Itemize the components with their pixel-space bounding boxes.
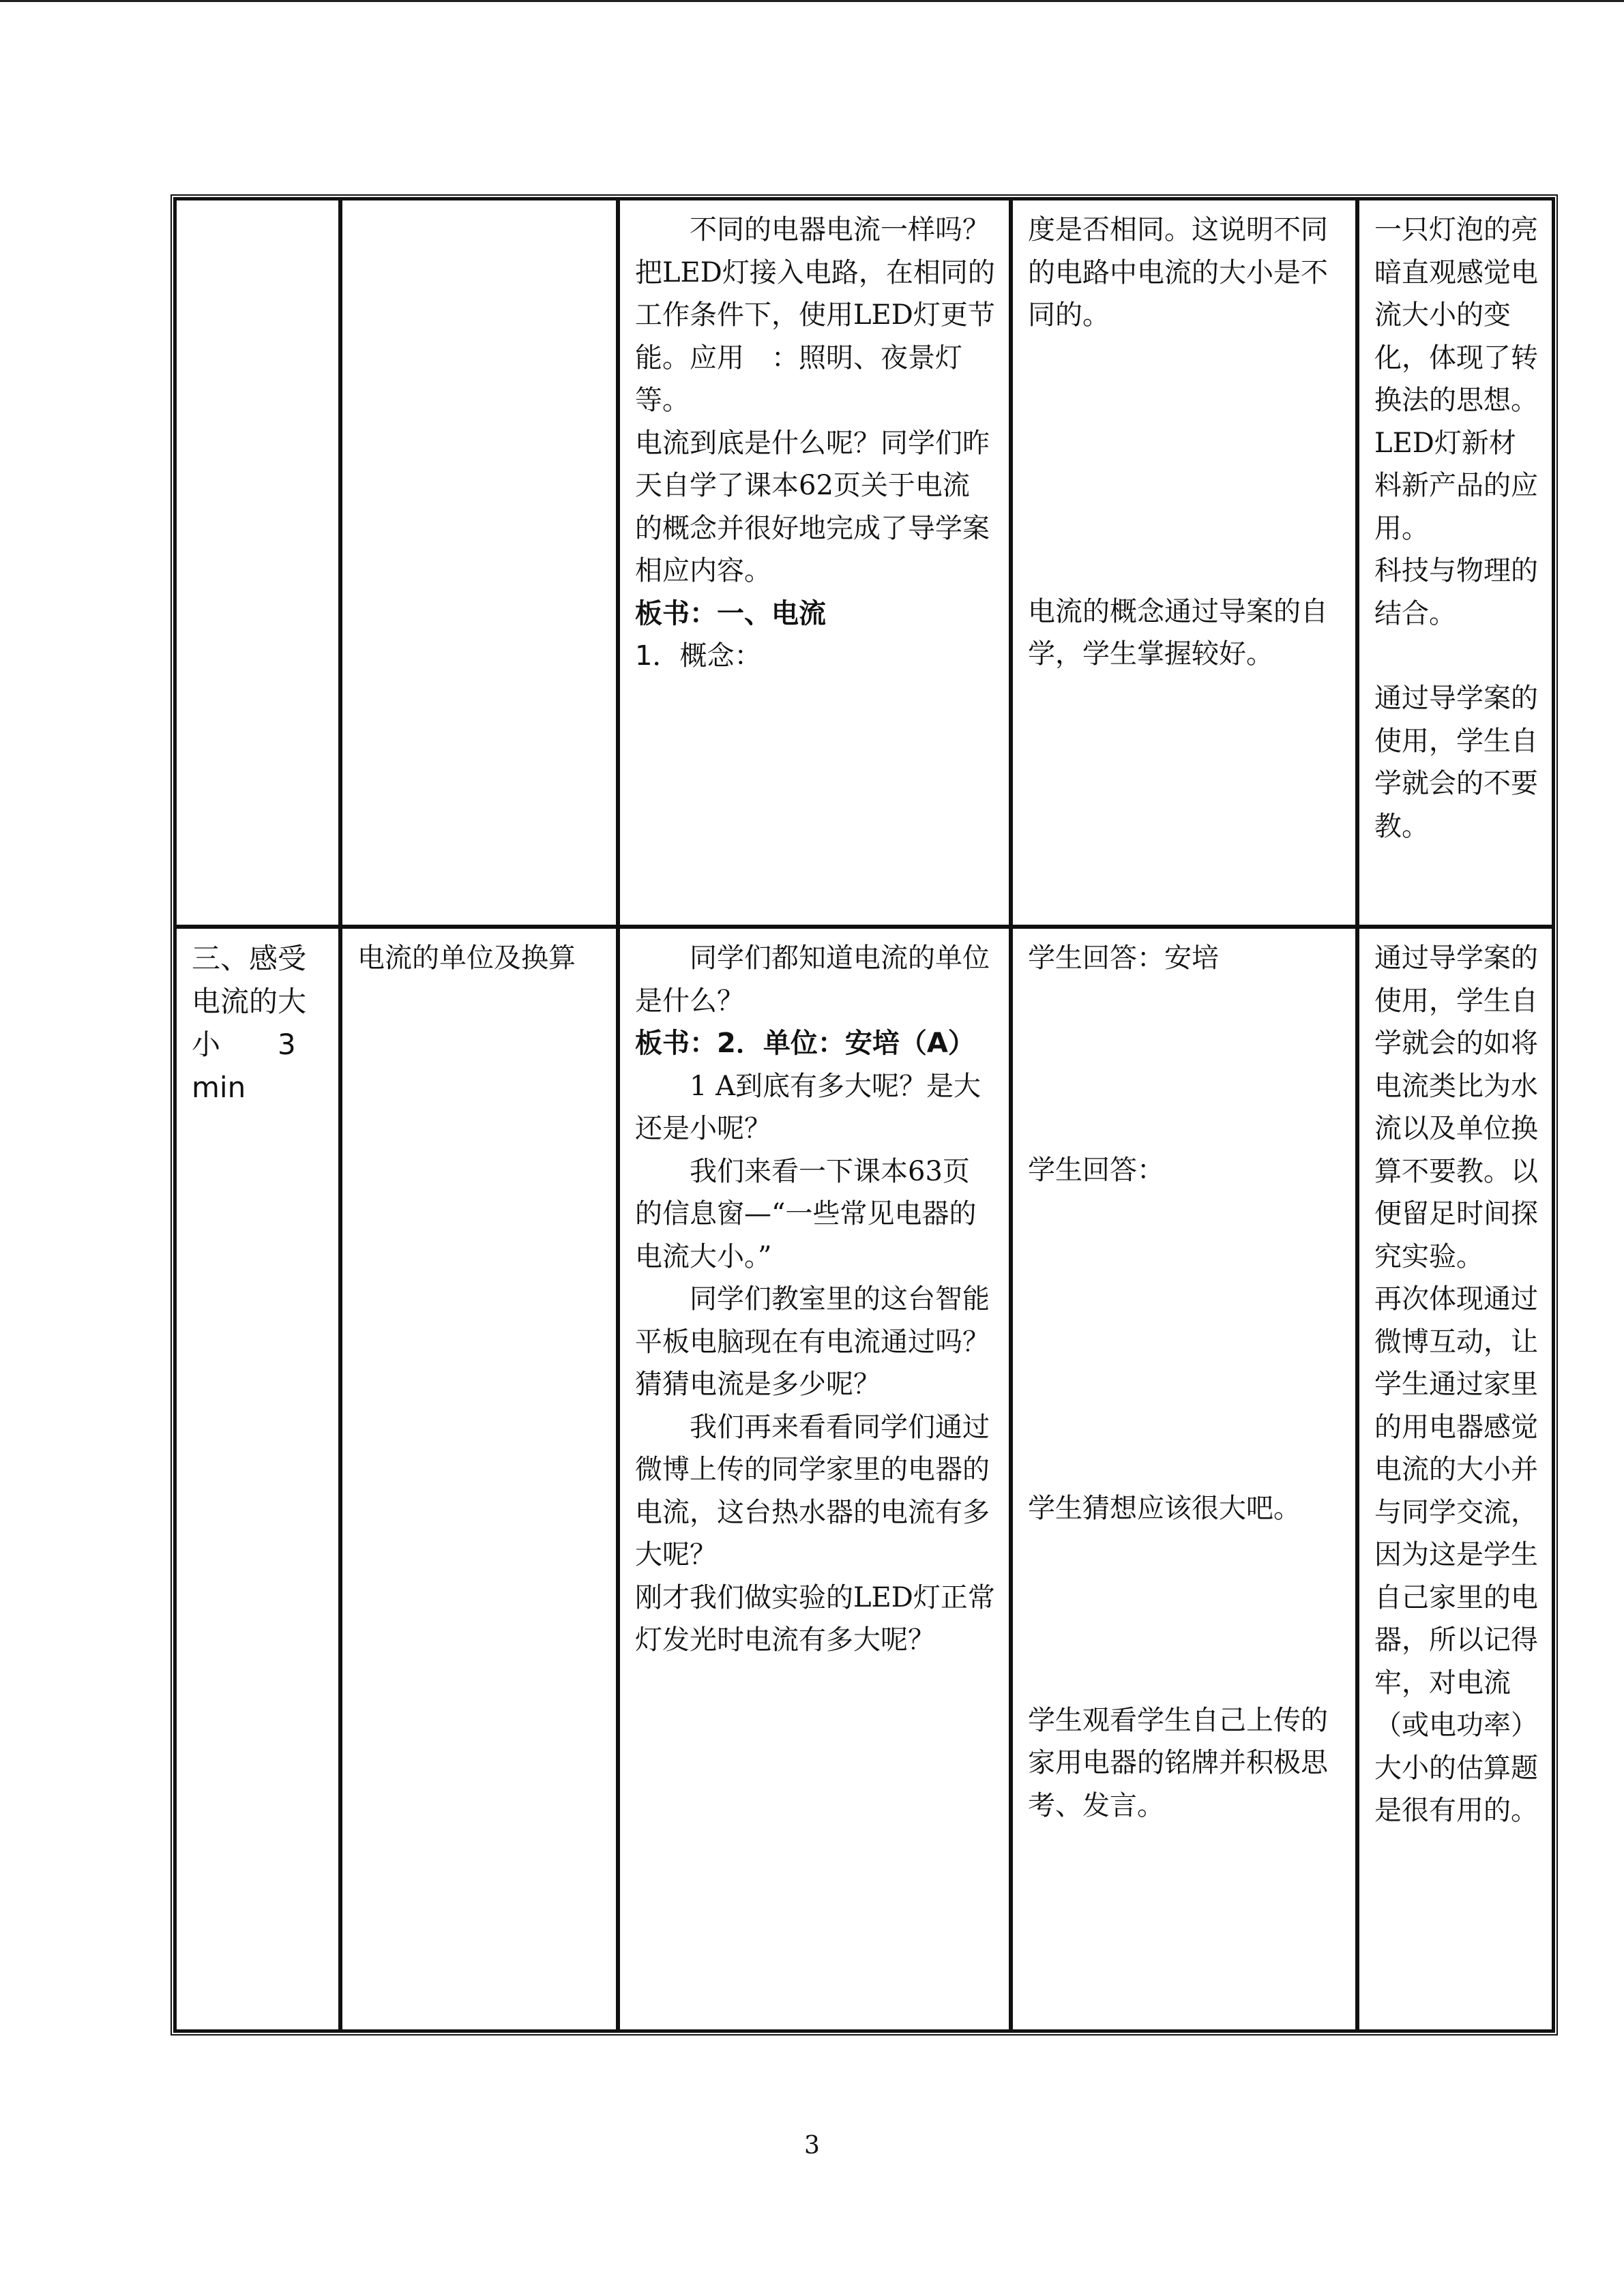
- spacer: [1028, 421, 1343, 464]
- board-heading: 板书：2．单位：安培（A）: [635, 1028, 975, 1059]
- spacer: [1028, 464, 1343, 506]
- intent-paragraph: 通过导学案的使用，学生自学就会的如将电流类比为水流以及单位换算不要教。以便留足时间探究实验。: [1374, 942, 1538, 1272]
- intent-paragraph: 一只灯泡的亮暗直观感觉电流大小的变化，体现了转换法的思想。: [1374, 214, 1538, 416]
- topic-cell: [340, 198, 618, 927]
- teacher-paragraph: 我们来看一下课本63页的信息窗—“一些常见电器的电流大小。”: [635, 1155, 977, 1272]
- table-row: [175, 927, 1554, 2031]
- student-paragraph: 电流的概念通过导案的自学，学生掌握较好。: [1028, 595, 1328, 670]
- spacer: [1028, 1107, 1343, 1149]
- page-number: 3: [804, 2132, 820, 2160]
- teacher-activity-cell: [618, 198, 1011, 927]
- student-paragraph: 学生猜想应该很大吧。: [1028, 1493, 1301, 1524]
- design-intent-cell: [1357, 198, 1554, 927]
- spacer: [1028, 1530, 1343, 1572]
- spacer: [1028, 1234, 1343, 1276]
- board-item: 1．概念：: [635, 640, 762, 672]
- spacer: [1028, 1657, 1343, 1699]
- teacher-paragraph: 同学们教室里的这台智能平板电脑现在有电流通过吗？猜猜电流是多少呢？: [635, 1283, 990, 1400]
- lesson-plan-table: [171, 194, 1558, 2036]
- spacer: [1028, 1318, 1343, 1360]
- student-activity-cell: [1011, 927, 1357, 2031]
- spacer: [1028, 1572, 1343, 1615]
- teacher-paragraph: 1 A到底有多大呢？是大还是小呢？: [635, 1070, 981, 1144]
- intent-paragraph: 通过导学案的使用，学生自学就会的不要教。: [1374, 683, 1538, 842]
- spacer: [1028, 1445, 1343, 1487]
- spacer: [1028, 337, 1343, 379]
- stage-cell: [175, 198, 340, 927]
- intent-paragraph: LED灯新材料新产品的应用。: [1374, 427, 1538, 544]
- spacer: [1028, 506, 1343, 548]
- spacer: [1028, 980, 1343, 1022]
- student-paragraph: 学生回答：安培: [1028, 942, 1219, 974]
- student-paragraph: 度是否相同。这说明不同的电路中电流的大小是不同的。: [1028, 214, 1328, 331]
- spacer: [1028, 1360, 1343, 1403]
- student-activity-cell: [1011, 198, 1357, 927]
- student-paragraph: 学生回答：: [1028, 1154, 1164, 1186]
- spacer: [1028, 1022, 1343, 1064]
- intent-paragraph: 科技与物理的结合。: [1374, 555, 1538, 629]
- spacer: [1028, 1064, 1343, 1107]
- spacer: [1028, 1191, 1343, 1234]
- teacher-paragraph: 同学们都知道电流的单位是什么？: [635, 942, 990, 1017]
- spacer: [1374, 635, 1539, 677]
- board-heading: 板书：一、电流: [635, 597, 826, 629]
- teacher-paragraph: 刚才我们做实验的LED灯正常灯发光时电流有多大呢？: [635, 1581, 995, 1656]
- design-intent-cell: [1357, 927, 1554, 2031]
- lesson-plan-table-wrapper: [171, 194, 1550, 2036]
- spacer: [1028, 1403, 1343, 1445]
- teacher-paragraph: 我们再来看看同学们通过微博上传的同学家里的电器的电流，这台热水器的电流有多大呢？: [635, 1411, 990, 1570]
- teacher-paragraph: 不同的电器电流一样吗？把LED灯接入电路，在相同的工作条件下，使用LED灯更节能。应用 ：照明、夜景灯等。: [635, 214, 995, 416]
- spacer: [1028, 1615, 1343, 1657]
- topic-cell: 电流的单位及换算: [340, 927, 618, 2031]
- student-paragraph: 学生观看学生自己上传的家用电器的铭牌并积极思考、发言。: [1028, 1704, 1328, 1821]
- top-rule: [0, 0, 1624, 2]
- teacher-paragraph: 电流到底是什么呢？同学们昨天自学了课本62页关于电流的概念并很好地完成了导学案相应内容。: [635, 427, 990, 586]
- table-row: [175, 198, 1554, 927]
- spacer: [1028, 379, 1343, 421]
- teacher-activity-cell: [618, 927, 1011, 2031]
- intent-paragraph: 再次体现通过微博互动，让学生通过家里的用电器感觉电流的大小并与同学交流，因为这是学生自己家里的电器，所以记得牢，对电流（或电功率）大小的估算题是很有用的。: [1374, 1283, 1538, 1826]
- stage-cell: 三、感受电流的大小 3 min: [175, 927, 340, 2031]
- spacer: [1028, 548, 1343, 591]
- spacer: [1028, 1276, 1343, 1318]
